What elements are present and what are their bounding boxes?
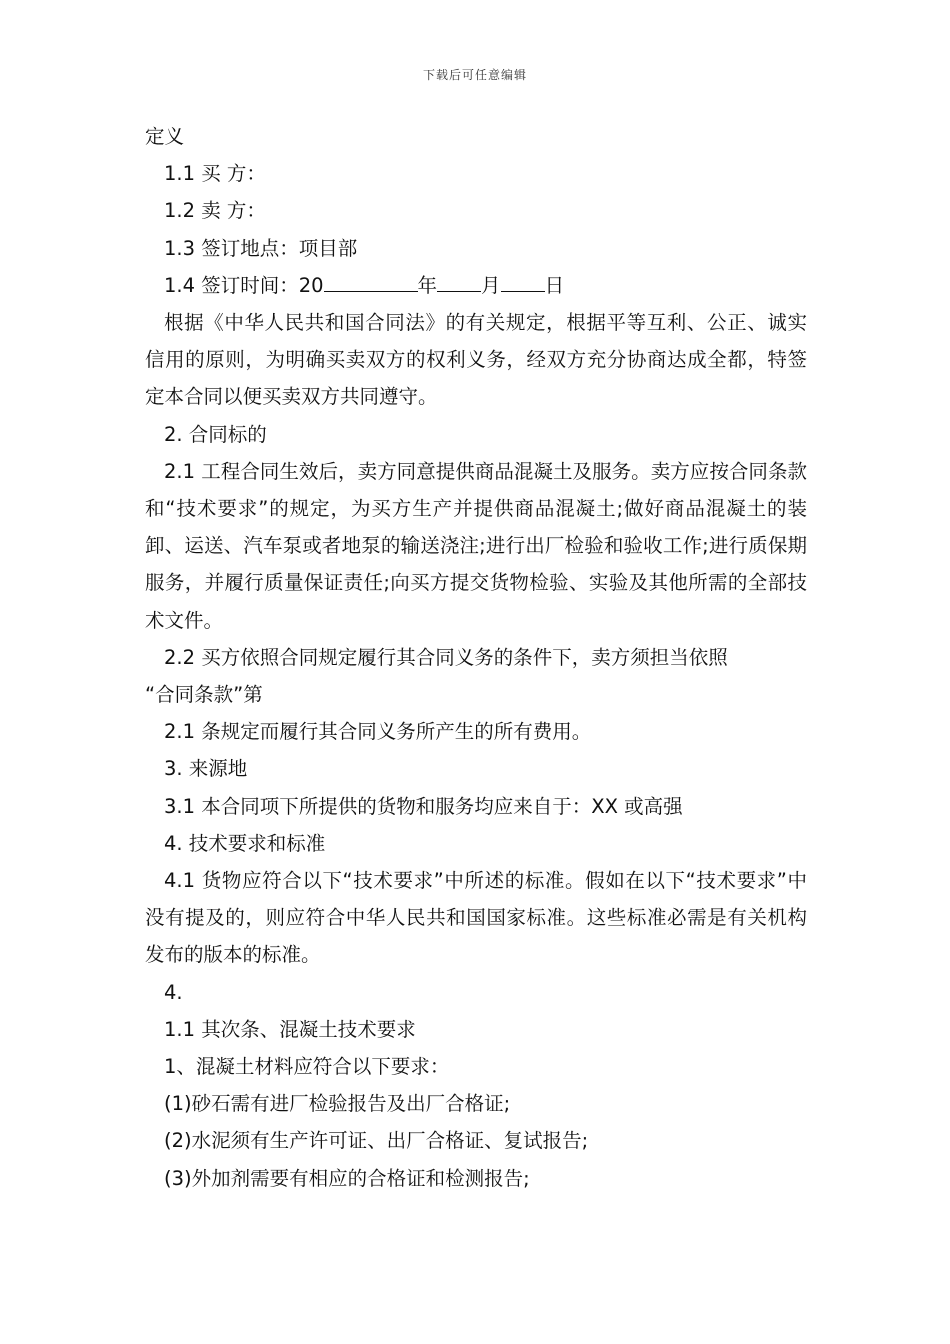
section-4-title: 4. 技术要求和标准 bbox=[164, 831, 326, 855]
year-label: 年 bbox=[417, 273, 438, 297]
month-blank bbox=[437, 270, 481, 291]
signing-time-line bbox=[145, 267, 807, 304]
clause-2-1: 2.1 工程合同生效后，卖方同意提供商品混凝土及服务。卖方应按合同条款和“技术要求”的规定，为买方生产并提供商品混凝土;做好商品混凝土的装卸、运送、汽车泵或者地泵的输送浇注;进行出厂检验和验收工作;进行质保期服务，并履行质量保证责任;向买方提交货物检验、实验及其他所需的全部技术文件。 bbox=[145, 459, 807, 632]
section-4-number: 4. bbox=[164, 980, 183, 1004]
document-body bbox=[145, 118, 807, 1197]
page-header-note: 下载后可任意编辑 bbox=[422, 68, 527, 82]
section-title: 定义 bbox=[145, 125, 185, 148]
clause-2-2-end: 2.1 条规定而履行其合同义务所产生的所有费用。 bbox=[164, 720, 592, 744]
concrete-tech-requirements-title: 1.1 其次条、混凝土技术要求 bbox=[164, 1017, 416, 1041]
material-item-3: (3)外加剂需要有相应的合格证和检测报告; bbox=[164, 1166, 530, 1190]
buyer-line: 1.1 买 方： bbox=[164, 162, 266, 186]
clause-2-2: 2.2 买方依照合同规定履行其合同义务的条件下，卖方须担当依照 bbox=[164, 645, 728, 669]
day-blank bbox=[501, 270, 545, 291]
clause-4-1: 4.1 货物应符合以下“技术要求”中所述的标准。假如在以下“技术要求”中没有提及的，则应符合中华人民共和国国家标准。这些标准必需是有关机构发布的版本的标准。 bbox=[145, 869, 807, 967]
month-label: 月 bbox=[481, 273, 501, 297]
day-label: 日 bbox=[544, 273, 565, 297]
signing-time-prefix: 1.4 签订时间：20 bbox=[164, 273, 324, 297]
material-item-2: (2)水泥须有生产许可证、出厂合格证、复试报告; bbox=[164, 1129, 589, 1153]
material-item-1: (1)砂石需有进厂检验报告及出厂合格证; bbox=[164, 1092, 511, 1116]
section-3-title: 3. 来源地 bbox=[164, 757, 248, 781]
seller-line: 1.2 卖 方： bbox=[164, 199, 266, 223]
preamble-paragraph: 根据《中华人民共和国合同法》的有关规定，根据平等互利、公正、诚实信用的原则，为明确买卖双方的权利义务，经双方充分协商达成全都，特签定本合同以便买卖双方共同遵守。 bbox=[145, 311, 807, 409]
clause-3-1: 3.1 本合同项下所提供的货物和服务均应来自于：XX 或高强 bbox=[164, 794, 683, 818]
signing-place-line: 1.3 签订地点：项目部 bbox=[164, 236, 358, 260]
materials-title: 1、混凝土材料应符合以下要求： bbox=[164, 1055, 450, 1079]
section-2-title: 2. 合同标的 bbox=[164, 422, 267, 446]
year-blank bbox=[324, 270, 418, 291]
clause-2-2-continued: “合同条款”第 bbox=[145, 683, 263, 707]
